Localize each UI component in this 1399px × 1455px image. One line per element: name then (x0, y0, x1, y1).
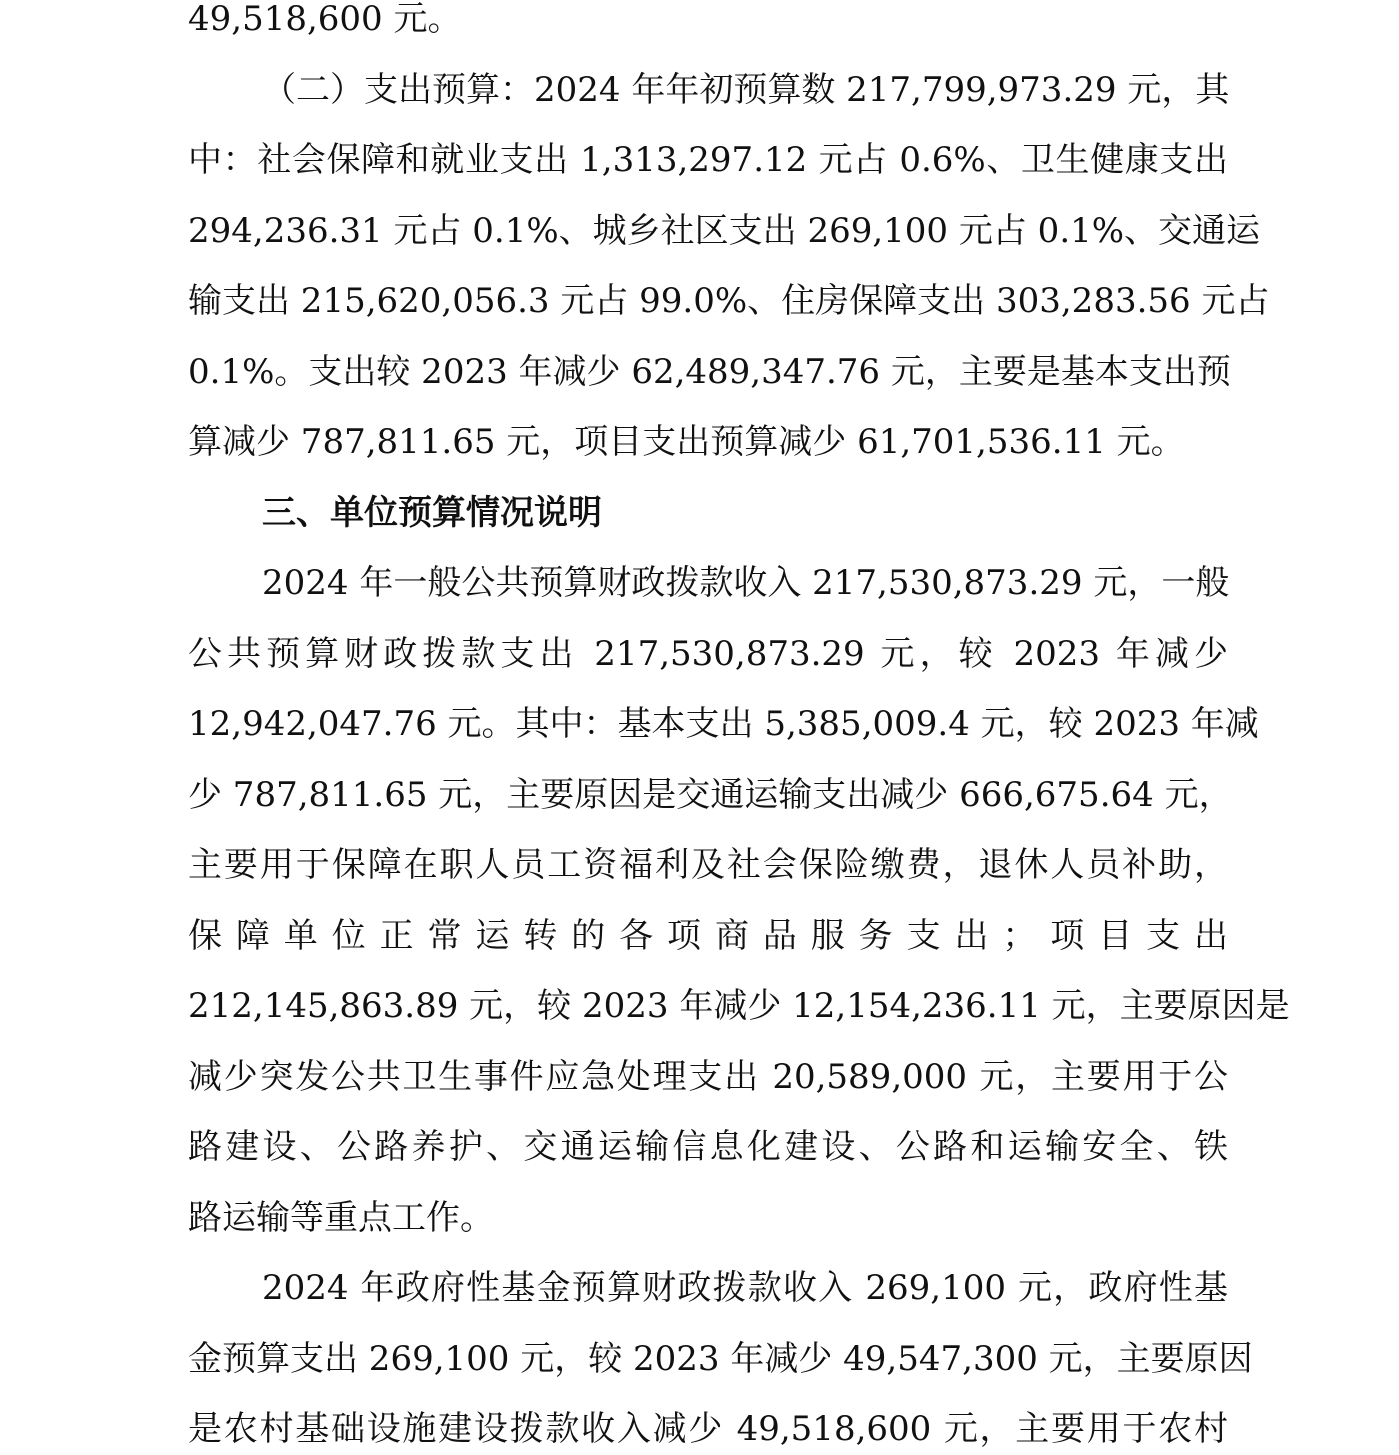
document-body (188, 0, 1290, 1455)
text-line: 294,236.31 元占 0.1%、城乡社区支出 269,100 元占 0.1%、交通运 (188, 210, 1261, 251)
text-line: 212,145,863.89 元，较 2023 年减少 12,154,236.11 元，主要原因是 (188, 986, 1290, 1026)
text-line: 保障单位正常运转的各项商品服务支出；项目支出 (188, 915, 1228, 956)
text-line: 2024 年一般公共预算财政拨款收入 217,530,873.29 元，一般 (262, 563, 1230, 603)
text-line: 公共预算财政拨款支出 217,530,873.29 元，较 2023 年减少 (188, 633, 1228, 674)
section-subheading-expenditure: （二）支出预算：2024 年年初预算数 217,799,973.29 元，其 (262, 69, 1230, 110)
text-line: 少 787,811.65 元，主要原因是交通运输支出减少 666,675.64 元， (188, 774, 1233, 815)
text-line: 减少突发公共卫生事件应急处理支出 20,589,000 元，主要用于公 (188, 1056, 1228, 1097)
text-line: 是农村基础设施建设拨款收入减少 49,518,600 元，主要用于农村 (188, 1409, 1228, 1449)
text-line: 输支出 215,620,056.3 元占 99.0%、住房保障支出 303,283.56 元占 (188, 281, 1270, 321)
text-line: 路运输等重点工作。 (188, 1197, 494, 1238)
text-line: 0.1%。支出较 2023 年减少 62,489,347.76 元，主要是基本支出预 (188, 351, 1231, 392)
text-line: 中：社会保障和就业支出 1,313,297.12 元占 0.6%、卫生健康支出 (188, 140, 1228, 180)
text-line: 路建设、公路养护、交通运输信息化建设、公路和运输安全、铁 (188, 1127, 1228, 1167)
text-line: 金预算支出 269,100 元，较 2023 年减少 49,547,300 元，主要原因 (188, 1338, 1253, 1379)
section-heading: 三、单位预算情况说明 (262, 492, 602, 533)
text-line: 算减少 787,811.65 元，项目支出预算减少 61,701,536.11 元。 (188, 422, 1185, 462)
text-line: 主要用于保障在职人员工资福利及社会保险缴费，退休人员补助， (188, 845, 1228, 885)
text-line: 2024 年政府性基金预算财政拨款收入 269,100 元，政府性基 (262, 1268, 1228, 1308)
text-line: 49,518,600 元。 (188, 0, 462, 39)
text-line: 12,942,047.76 元。其中：基本支出 5,385,009.4 元，较 2023 年减 (188, 704, 1259, 744)
